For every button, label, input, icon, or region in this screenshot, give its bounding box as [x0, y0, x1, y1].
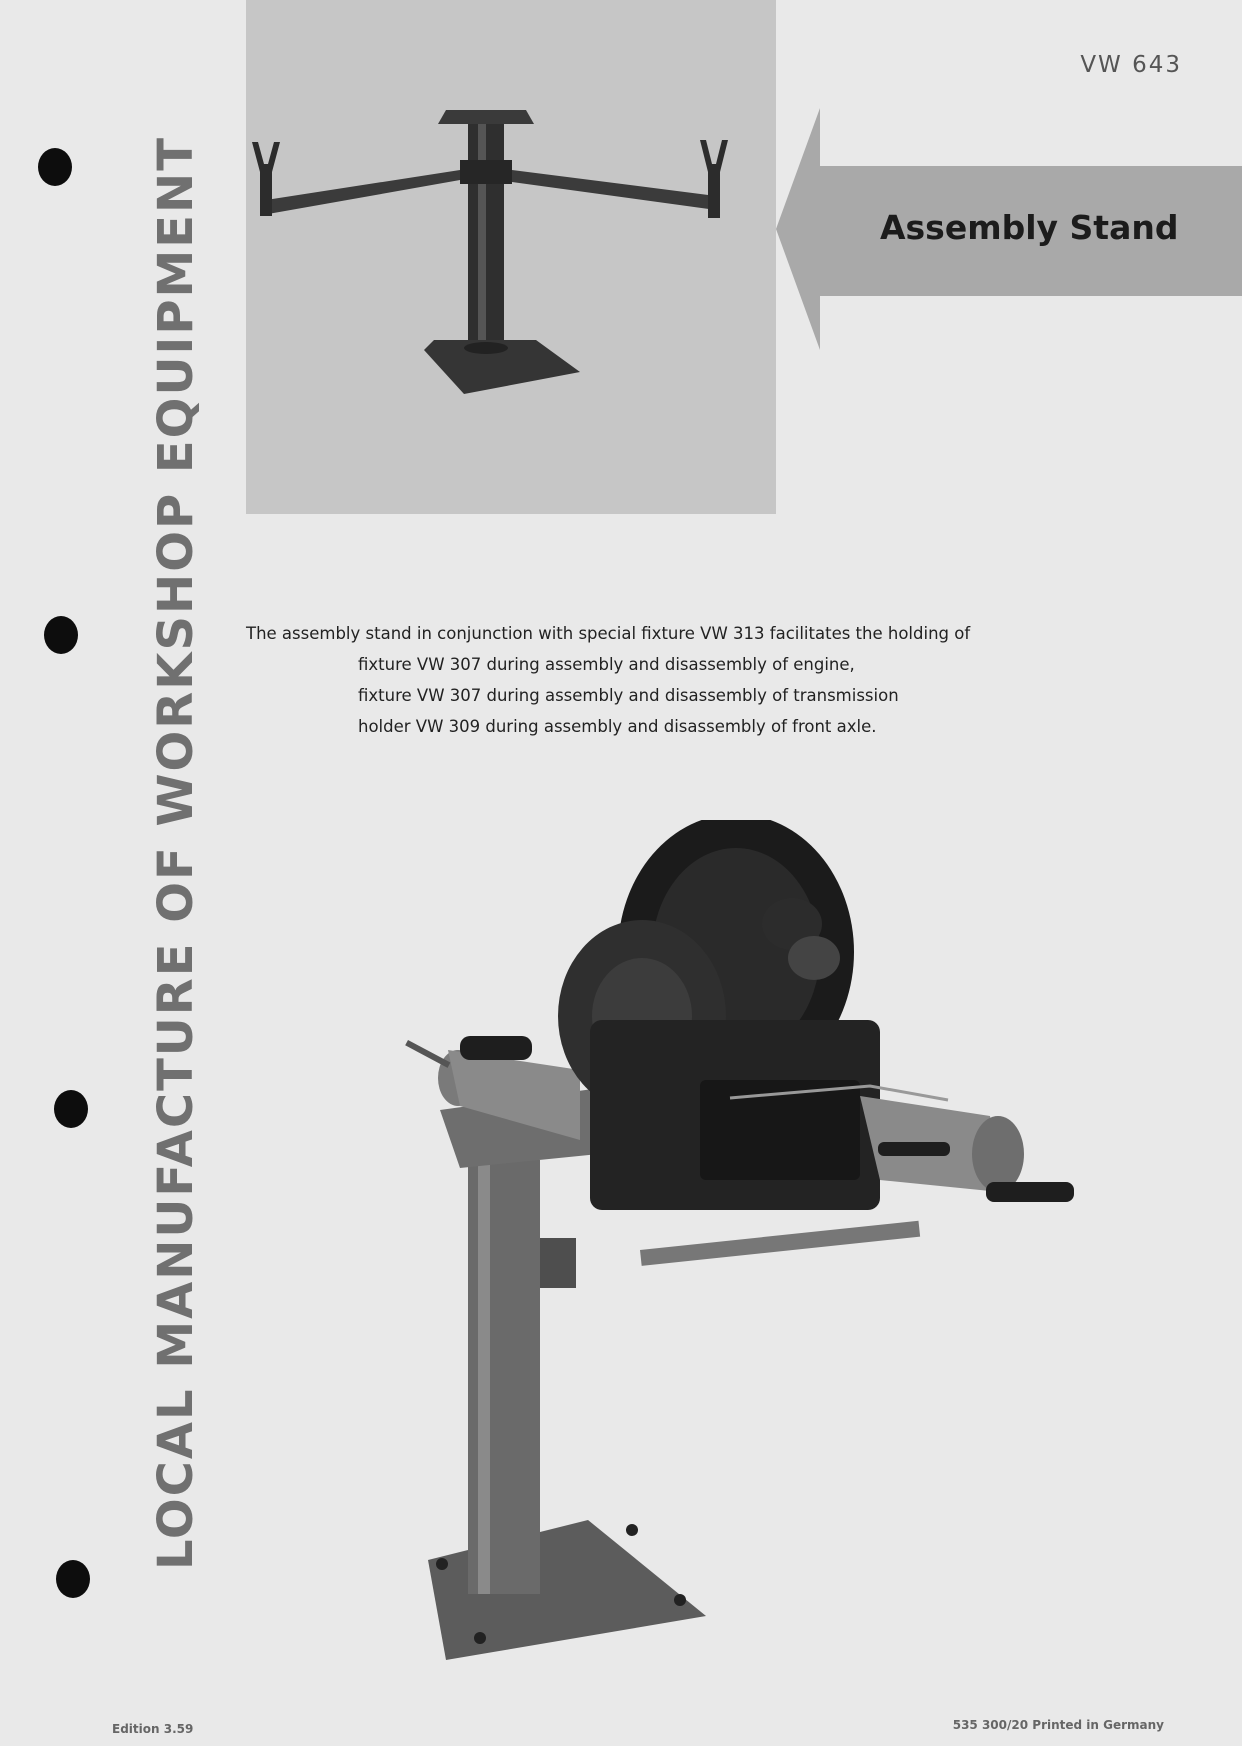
assembly-stand-illustration	[246, 0, 776, 514]
punch-hole	[56, 1560, 90, 1598]
engine-mounted-illustration	[400, 820, 1140, 1660]
engine-on-stand-photo	[400, 820, 1140, 1660]
description-item: holder VW 309 during assembly and disassembly of front axle.	[358, 717, 877, 736]
page-title: Assembly Stand	[880, 208, 1179, 247]
print-info: 535 300/20 Printed in Germany	[952, 1718, 1164, 1732]
edition-label: Edition 3.59	[112, 1722, 194, 1736]
description-item: fixture VW 307 during assembly and disassembly of transmission	[358, 686, 899, 705]
description-item: fixture VW 307 during assembly and disassembly of engine,	[358, 655, 855, 674]
document-number: VW 643	[1080, 52, 1182, 78]
punch-hole	[38, 148, 72, 186]
stand-photo	[246, 0, 776, 514]
side-title: LOCAL MANUFACTURE OF WORKSHOP EQUIPMENT	[148, 136, 204, 1570]
punch-hole	[54, 1090, 88, 1128]
description	[246, 618, 1046, 742]
punch-hole	[44, 616, 78, 654]
description-intro: The assembly stand in conjunction with special fixture VW 313 facilitates the holding of	[246, 624, 971, 643]
